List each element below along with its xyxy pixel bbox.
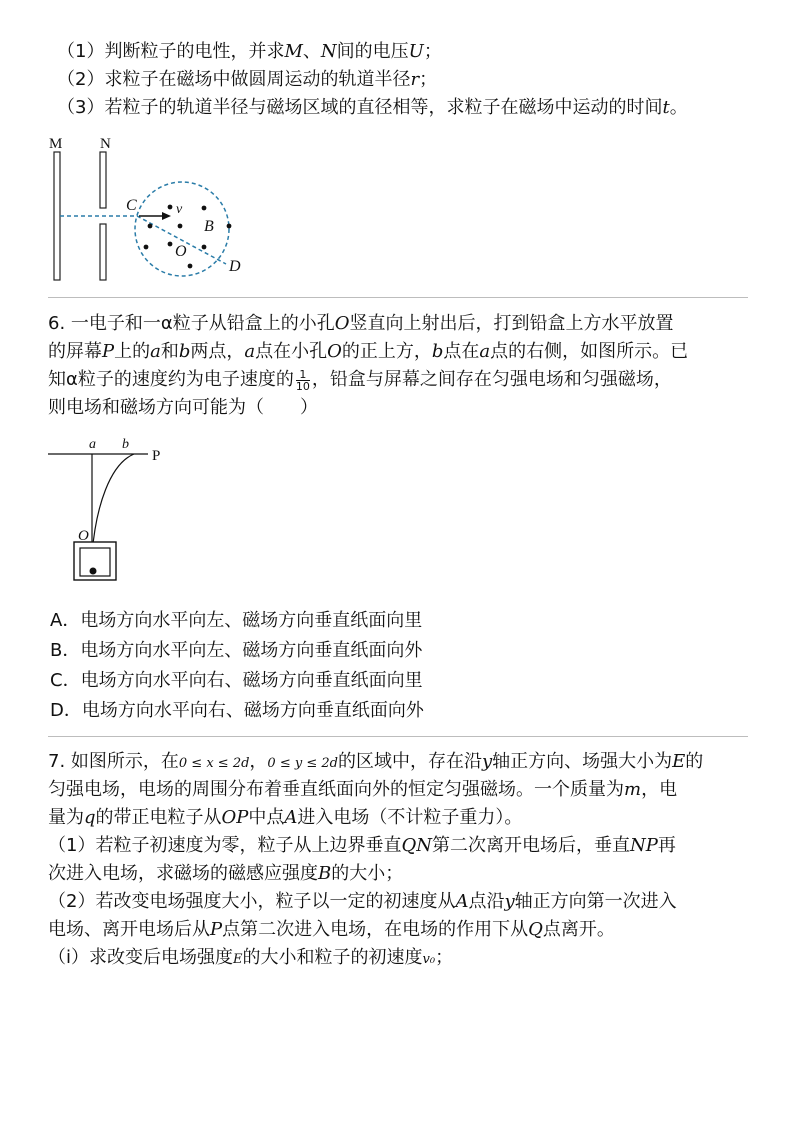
- var: A: [284, 807, 298, 828]
- q5-figure: [40, 130, 270, 290]
- var: M: [284, 41, 303, 62]
- text: 两点，: [190, 341, 245, 362]
- var: E: [672, 751, 686, 772]
- label-o: O: [175, 243, 187, 260]
- text: 点在: [443, 341, 480, 362]
- q6-line2: [48, 340, 688, 364]
- field-dot: [168, 242, 173, 247]
- var: OP: [221, 807, 249, 828]
- field-dot: [144, 245, 149, 250]
- text: 6. 一电子和一α粒子从铅盒上的小孔: [48, 313, 335, 334]
- field-dot: [202, 206, 207, 211]
- text: （2）若改变电场强度大小，粒子以一定的初速度从: [48, 891, 456, 912]
- var: Q: [528, 919, 543, 940]
- text: ；: [435, 947, 454, 968]
- text: 的大小；: [331, 863, 404, 884]
- text: 的屏幕: [48, 341, 102, 362]
- var: b: [431, 341, 444, 362]
- option-b[interactable]: B．电场方向水平向左、磁场方向垂直纸面向外: [50, 640, 423, 661]
- q7-line3: [48, 806, 522, 830]
- text: 量为: [48, 807, 84, 828]
- option-c[interactable]: C．电场方向水平向右、磁场方向垂直纸面向里: [50, 670, 423, 691]
- text: 和: [160, 341, 179, 362]
- text: 的区域中，存在沿: [337, 751, 482, 772]
- q6-figure: [44, 436, 184, 586]
- velocity-arrowhead: [162, 212, 171, 220]
- var: A: [455, 891, 469, 912]
- label-o: O: [78, 528, 89, 544]
- var: v₀: [422, 952, 436, 967]
- var: O: [327, 341, 342, 362]
- text: 。: [669, 97, 688, 118]
- text: ；: [419, 69, 438, 90]
- var: N: [320, 41, 337, 62]
- text: 、: [302, 41, 321, 62]
- var: b: [178, 341, 191, 362]
- text: 电场、离开电场后从: [48, 919, 210, 940]
- text: ，: [249, 751, 268, 772]
- var: a: [150, 341, 161, 362]
- text: ；: [423, 41, 442, 62]
- q5-sub3: [57, 96, 688, 120]
- q7-line5: [48, 862, 403, 886]
- text: （3）若粒子的轨道半径与磁场区域的直径相等，求粒子在磁场中运动的时间: [57, 97, 663, 118]
- var: B: [318, 863, 332, 884]
- q7-line8: [48, 946, 453, 972]
- q7-line7: [48, 918, 615, 942]
- var: QN: [401, 835, 432, 856]
- text: 点第二次进入电场，在电场的作用下从: [222, 919, 529, 940]
- q7-line6: [48, 890, 677, 914]
- text: 匀强电场，电场的周围分布着垂直纸面向外的恒定匀强磁场。一个质量为: [48, 779, 624, 800]
- label-n: N: [100, 136, 111, 152]
- var: P: [102, 341, 115, 362]
- fraction-denominator: 10: [295, 379, 310, 393]
- q6-line4: 则电场和磁场方向可能为（ ）: [48, 397, 318, 418]
- q5-sub1: [57, 40, 442, 64]
- var: O: [334, 313, 350, 334]
- divider: [48, 736, 748, 737]
- text: 轴正方向、场强大小为: [492, 751, 673, 772]
- label-v: v: [176, 202, 183, 217]
- var: y: [481, 751, 493, 772]
- text: 7. 如图所示，在: [48, 751, 179, 772]
- divider: [48, 297, 748, 298]
- var: y: [504, 891, 515, 912]
- text: 次进入电场，求磁场的磁感应强度: [48, 863, 318, 884]
- var: m: [624, 779, 642, 800]
- var: P: [210, 919, 223, 940]
- var: t: [662, 97, 670, 118]
- text: 再: [657, 835, 676, 856]
- plate-n-lower: [100, 224, 106, 280]
- text: 点离开。: [542, 919, 615, 940]
- q6-line3: [48, 368, 672, 392]
- var: r: [410, 69, 420, 90]
- var: U: [408, 41, 424, 62]
- text: 知α粒子的速度约为电子速度的: [48, 369, 294, 390]
- text: 的带正电粒子从: [95, 807, 222, 828]
- inequality: 0 ≤ y ≤ 2d: [267, 756, 338, 771]
- text: 点在小孔: [255, 341, 328, 362]
- track-b: [92, 454, 134, 554]
- text: ，电: [641, 779, 678, 800]
- var: a: [244, 341, 256, 362]
- label-b: B: [204, 218, 214, 235]
- field-dot: [168, 205, 173, 210]
- option-d[interactable]: D．电场方向水平向右、磁场方向垂直纸面向外: [50, 700, 424, 721]
- text: 点沿: [468, 891, 505, 912]
- fraction-numerator: 1: [299, 367, 307, 381]
- label-m: M: [49, 136, 63, 152]
- var: E: [233, 952, 243, 967]
- option-a[interactable]: A．电场方向水平向左、磁场方向垂直纸面向里: [50, 610, 423, 631]
- text: 的正上方，: [341, 341, 432, 362]
- q6-line1: [48, 312, 674, 336]
- text: 上的: [114, 341, 151, 362]
- q7-line2: [48, 778, 677, 802]
- text: （i）求改变后电场强度: [48, 947, 233, 968]
- q7-line1: [48, 750, 703, 776]
- text: 点的右侧，如图所示。已: [490, 341, 689, 362]
- field-circle: [135, 182, 229, 276]
- var: q: [84, 807, 96, 828]
- text: （1）若粒子初速度为零，粒子从上边界垂直: [48, 835, 402, 856]
- field-dot: [148, 224, 153, 229]
- text: 中点: [248, 807, 285, 828]
- var: a: [479, 341, 491, 362]
- q7-line4: [48, 834, 676, 858]
- q5-sub2: [57, 68, 437, 92]
- var: NP: [629, 835, 658, 856]
- field-dot: [178, 224, 183, 229]
- field-dot: [227, 224, 232, 229]
- text: 第二次离开电场后，垂直: [431, 835, 630, 856]
- text: 轴正方向第一次进入: [514, 891, 677, 912]
- label-p: P: [152, 448, 161, 464]
- text: 进入电场（不计粒子重力）。: [297, 807, 523, 828]
- label-b: b: [122, 437, 129, 452]
- text: 的: [685, 751, 704, 772]
- fraction: [296, 369, 310, 392]
- text: 竖直向上射出后，打到铅盒上方水平放置: [349, 313, 674, 334]
- plate-m: [54, 152, 60, 280]
- source-dot: [90, 568, 97, 575]
- inequality: 0 ≤ x ≤ 2d: [178, 756, 250, 771]
- text: （1）判断粒子的电性，并求: [57, 41, 285, 62]
- text: ，铅盒与屏幕之间存在匀强电场和匀强磁场，: [311, 369, 672, 390]
- text: （2）求粒子在磁场中做圆周运动的轨道半径: [57, 69, 411, 90]
- field-dot: [188, 264, 193, 269]
- label-a: a: [89, 437, 96, 452]
- text: 间的电压: [336, 41, 409, 62]
- plate-n-upper: [100, 152, 106, 208]
- text: 的大小和粒子的初速度: [242, 947, 423, 968]
- label-c: C: [126, 197, 137, 214]
- field-dot: [202, 245, 207, 250]
- label-d: D: [229, 258, 241, 275]
